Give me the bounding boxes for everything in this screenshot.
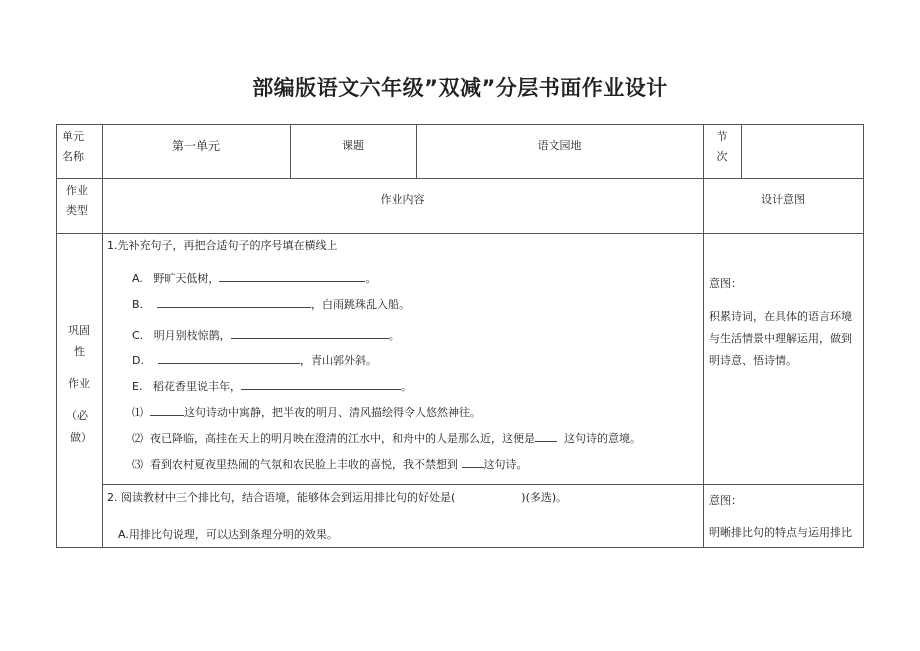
unit-value: 第一单元: [171, 139, 220, 153]
intent1-line2: 与生活情景中理解运用，做到: [709, 332, 852, 345]
q2-text: 2. 阅读教材中三个排比句，结合语境，能够体会到运用排比句的好处是( )(多选)。: [107, 491, 568, 504]
q1-title: 1.先补充句子，再把合适句子的序号填在横线上: [107, 239, 338, 252]
blank-s2: [535, 430, 557, 442]
type-label-line2: 类型: [66, 204, 88, 217]
sub-question-3: ⑶ 看到农村夏夜里热闹的气氛和农民脸上丰收的喜悦，我不禁想到 这句诗。: [132, 458, 528, 471]
category-line3: 作业: [68, 377, 90, 390]
topic-value: 语文园地: [537, 139, 582, 152]
page-title: 部编版语文六年级”双减”分层书面作业设计: [252, 76, 668, 100]
blank-a: [219, 270, 365, 282]
intent2-title: 意图：: [709, 494, 742, 507]
intent-header: 设计意图: [761, 193, 805, 206]
category-line2: 性: [74, 345, 85, 358]
category-line4: （必: [66, 409, 88, 422]
intent1-title: 意图：: [709, 277, 742, 290]
intent1-line3: 明诗意、悟诗情。: [709, 354, 797, 367]
q2-option-a: A.用排比句说理，可以达到条理分明的效果。: [118, 528, 338, 541]
unit-label-line2: 名称: [62, 150, 84, 163]
blank-b: [157, 296, 311, 308]
category-line1: 巩固: [68, 324, 90, 337]
blank-e: [241, 378, 401, 390]
option-e: E. 稻花香里说丰年， 。: [132, 380, 412, 393]
topic-label: 课题: [342, 139, 364, 152]
category-line5: 做）: [70, 431, 92, 444]
sub-question-2: ⑵ 夜已降临，高挂在天上的明月映在澄清的江水中，和舟中的人是那么近，这便是 这句诗的意境。: [132, 432, 641, 445]
blank-s1: [150, 404, 184, 416]
option-d: D. ，青山郭外斜。: [132, 354, 377, 367]
period-label-line1: 节: [716, 130, 728, 143]
option-a: A. 野旷天低树， 。: [132, 272, 377, 285]
option-c: C. 明月别枝惊鹊， 。: [132, 329, 400, 342]
intent1-line1: 积累诗词，在具体的语言环境: [709, 310, 852, 323]
content-header: 作业内容: [380, 193, 425, 206]
option-b: B. ，白雨跳珠乱入船。: [132, 298, 411, 311]
type-label-line1: 作业: [66, 184, 88, 197]
blank-s3: [462, 456, 484, 468]
blank-c: [231, 327, 389, 339]
intent2-line1: 明晰排比句的特点与运用排比: [709, 526, 852, 539]
sub-question-1: ⑴ 这句诗动中寓静，把半夜的明月、清风描绘得令人悠然神往。: [132, 406, 481, 419]
unit-label-line1: 单元: [62, 130, 84, 143]
period-label-line2: 次: [716, 150, 728, 163]
blank-d: [158, 352, 300, 364]
